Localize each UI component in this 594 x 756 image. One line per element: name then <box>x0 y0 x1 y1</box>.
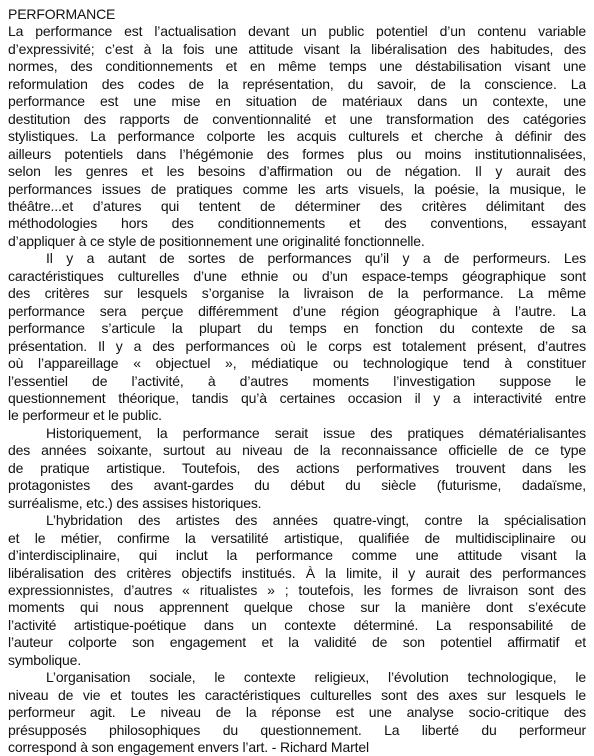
text-line: niveau de vie et toutes les caractéristiques culturelles sont des axes sur lesquels le <box>8 686 586 703</box>
paragraph-2 <box>8 250 586 425</box>
text-line: destitution des rapports de conventionnalité et une transformation des catégories <box>8 110 586 127</box>
text-line: performance sera perçue différemment d’une région géographique à l’autre. La <box>8 302 586 319</box>
text-line: d’interdisciplinaire, qui inclut la performance comme une attitude visant la <box>8 547 586 564</box>
text-line: où l’appareillage « objectuel », médiatique ou technologique tend à constituer <box>8 355 586 372</box>
text-line: caractéristiques culturelles d’une ethnie ou d’un espace-temps géographique sont <box>8 267 586 284</box>
text-line: performeur agit. Le niveau de la réponse est une analyse socio-critique des <box>8 704 586 721</box>
text-line: l’auteur colporte son engagement et la validité de son potentiel affirmatif et <box>8 634 586 651</box>
text-line: surréalisme, etc.) des assises historiques. <box>8 494 262 511</box>
text-line: présentation. Il y a des performances où le corps est totalement présent, d’autres <box>8 337 586 354</box>
text-line: performance s’articule la plupart du temps en fonction du contexte de sa <box>8 320 586 337</box>
text-line: normes, des conditionnements et en même temps une déstabilisation visant une <box>8 58 586 75</box>
paragraph-5 <box>8 669 586 756</box>
document-title: PERFORMANCE <box>8 6 116 22</box>
text-line: libéralisation des critères objectifs institués. À la limite, il y aurait des performances <box>8 564 586 581</box>
text-line: performance est une mise en situation de matériaux dans un contexte, une <box>8 93 586 110</box>
text-line: correspond à son engagement envers l’art. - Richard Martel <box>8 739 369 756</box>
text-line: Il y a autant de sortes de performances qu’il y a de performeurs. Les <box>46 250 586 267</box>
text-line: ailleurs potentiels dans l’hégémonie des formes plus ou moins institutionnalisées, <box>8 145 586 162</box>
text-line: moments qui nous apprennent quelque chose sur la manière dont s’exécute <box>8 599 586 616</box>
text-line: L’hybridation des artistes des années quatre-vingt, contre la spécialisation <box>46 512 586 529</box>
text-line: l’activité artistique-poétique dans un contexte déterminé. La responsabilité de <box>8 616 586 633</box>
text-line: des critères sur lesquels s’organise la livraison de la performance. La même <box>8 285 586 302</box>
text-line: performances issues de pratiques comme les arts visuels, la poésie, la musique, le <box>8 180 586 197</box>
text-line: le performeur et le public. <box>8 407 162 424</box>
text-line: de pratique artistique. Toutefois, des actions performatives trouvent dans les <box>8 459 586 476</box>
text-line: questionnement théorique, tandis qu’à certaines occasion il y a interactivité entre <box>8 389 586 406</box>
paragraph-1 <box>8 23 586 250</box>
text-line: des années soixante, surtout au niveau de la reconnaissance officielle de ce type <box>8 442 586 459</box>
text-line: d’expressivité; c’est à la fois une attitude visant la libéralisation des habitudes, des <box>8 40 586 57</box>
text-line: stylistiques. La performance colporte les acquis culturels et cherche à définir des <box>8 128 586 145</box>
text-line: Historiquement, la performance serait issue des pratiques dématérialisantes <box>46 424 586 441</box>
paragraph-4 <box>8 512 586 669</box>
text-line: théâtre...et d’atures qui tentent de déterminer des critères délimitant des <box>8 197 586 214</box>
text-line: L’organisation sociale, le contexte religieux, l’évolution technologique, le <box>46 669 586 686</box>
text-line: l’essentiel de l’activité, à d’autres moments l’investigation suppose le <box>8 372 586 389</box>
text-line: selon les genres et les besoins d’affirmation ou de négation. Il y aurait des <box>8 163 586 180</box>
paragraph-3 <box>8 425 586 512</box>
text-line: La performance est l’actualisation devant un public potentiel d’un contenu variable <box>8 23 586 40</box>
text-line: d’appliquer à ce style de positionnement une originalité fonctionnelle. <box>8 232 425 249</box>
text-line: méthodologies hors des conditionnements et des conventions, essayant <box>8 215 586 232</box>
document-body <box>8 23 586 756</box>
text-line: et le métier, confirme la versatilité artistique, qualifiée de multidisciplinaire ou <box>8 529 586 546</box>
text-line: présupposés philosophiques du questionnement. La liberté du performeur <box>8 721 586 738</box>
text-line: reformulation des codes de la représentation, du savoir, de la conscience. La <box>8 75 586 92</box>
text-line: protagonistes des avant-gardes du début du siècle (futurisme, dadaïsme, <box>8 477 586 494</box>
text-line: symbolique. <box>8 651 82 668</box>
text-line: expressionnistes, d’autres « ritualistes » ; toutefois, les formes de livraison sont des <box>8 581 586 598</box>
